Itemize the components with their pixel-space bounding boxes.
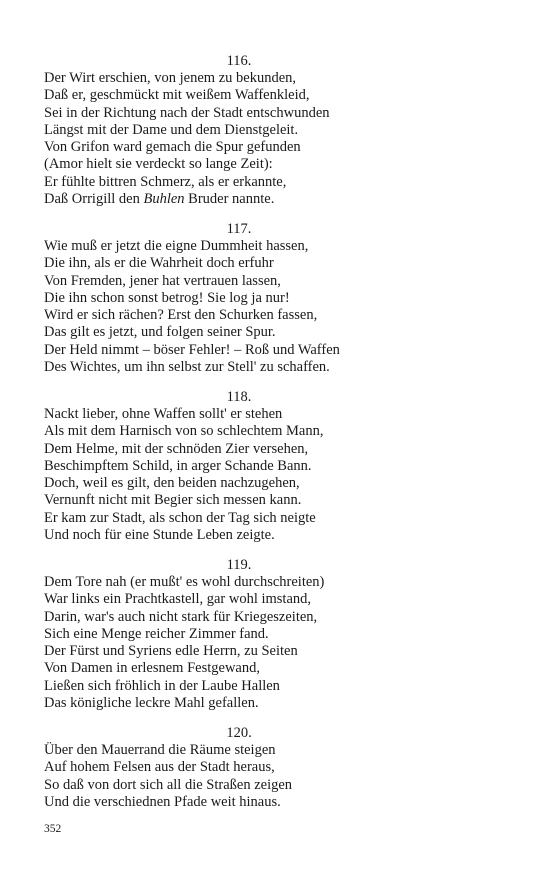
verse-line: Der Held nimmt – böser Fehler! – Roß und Waffen xyxy=(44,341,340,358)
verse-line: So daß von dort sich all die Straßen zeigen xyxy=(44,776,293,793)
verse-line: Und die verschiednen Pfade weit hinaus. xyxy=(44,793,281,810)
stanza-number: 119. xyxy=(226,557,252,573)
stanza-120 xyxy=(44,724,514,811)
verse-line: Über den Mauerrand die Räume steigen xyxy=(44,742,276,758)
verse-line: Wird er sich rächen? Erst den Schurken fassen, xyxy=(44,307,318,324)
stanza-number: 116. xyxy=(226,53,252,69)
verse-line: Dem Helme, mit der schnöden Zier versehen, xyxy=(44,440,309,457)
verse-line: Des Wichtes, um ihn selbst zur Stell' zu schaffen. xyxy=(44,359,330,376)
verse-line: Von Grifon ward gemach die Spur gefunden xyxy=(44,139,301,156)
verse-line: Nackt lieber, ohne Waffen sollt' er stehen xyxy=(44,406,283,422)
verse-text: Bruder nannte. xyxy=(184,191,275,208)
verse-line: Vernunft nicht mit Begier sich messen kann. xyxy=(44,492,302,509)
verse-line: Sich eine Menge reicher Zimmer fand. xyxy=(44,625,269,642)
verse-line: Auf hohem Felsen aus der Stadt heraus, xyxy=(44,759,275,776)
verse-line: Der Fürst und Syriens edle Herrn, zu Seiten xyxy=(44,643,298,660)
verse-line: War links ein Prachtkastell, gar wohl imstand, xyxy=(44,591,312,608)
verse-line: Als mit dem Harnisch von so schlechtem Mann, xyxy=(44,423,324,440)
verse-line: Beschimpftem Schild, in arger Schande Bann. xyxy=(44,457,312,474)
verse-line: Von Fremden, jener hat vertrauen lassen, xyxy=(44,272,281,289)
stanza-116 xyxy=(44,52,514,208)
verse-line: Das gilt es jetzt, und folgen seiner Spur. xyxy=(44,324,276,341)
verse-line: Daß er, geschmückt mit weißem Waffenkleid, xyxy=(44,87,310,104)
verse-line: Wie muß er jetzt die eigne Dummheit hassen, xyxy=(44,238,309,254)
verse-line: Das königliche leckre Mahl gefallen. xyxy=(44,695,259,712)
stanza-117 xyxy=(44,220,514,376)
verse-text: Daß Orrigill den xyxy=(44,191,144,208)
stanza-number: 117. xyxy=(226,221,252,237)
verse-line: Die ihn schon sonst betrog! Sie log ja nur! xyxy=(44,289,290,306)
verse-line xyxy=(44,191,514,208)
stanza-number: 120. xyxy=(226,725,252,741)
stanza-number: 118. xyxy=(226,389,252,405)
verse-line: Er fühlte bittren Schmerz, als er erkannte, xyxy=(44,173,287,190)
verse-line: Und noch für eine Stunde Leben zeigte. xyxy=(44,527,275,544)
stanza-119 xyxy=(44,556,514,712)
verse-line: Längst mit der Dame und dem Dienstgeleit. xyxy=(44,121,299,138)
page-number: 352 xyxy=(44,823,62,835)
verse-line: Die ihn, als er die Wahrheit doch erfuhr xyxy=(44,255,274,272)
verse-line: Dem Tore nah (er mußt' es wohl durchschreiten) xyxy=(44,574,325,590)
verse-line: Der Wirt erschien, von jenem zu bekunden, xyxy=(44,70,297,86)
verse-line: Sei in der Richtung nach der Stadt entschwunden xyxy=(44,104,330,121)
verse-emphasis: Buhlen xyxy=(143,191,185,208)
verse-line: Er kam zur Stadt, als schon der Tag sich neigte xyxy=(44,509,316,526)
verse-line: (Amor hielt sie verdeckt so lange Zeit): xyxy=(44,156,273,173)
verse-line: Von Damen in erlesnem Festgewand, xyxy=(44,660,260,677)
verse-line: Ließen sich fröhlich in der Laube Hallen xyxy=(44,677,280,694)
verse-line: Darin, war's auch nicht stark für Kriegeszeiten, xyxy=(44,608,318,625)
stanza-118 xyxy=(44,388,514,544)
verse-line: Doch, weil es gilt, den beiden nachzugehen, xyxy=(44,475,300,492)
